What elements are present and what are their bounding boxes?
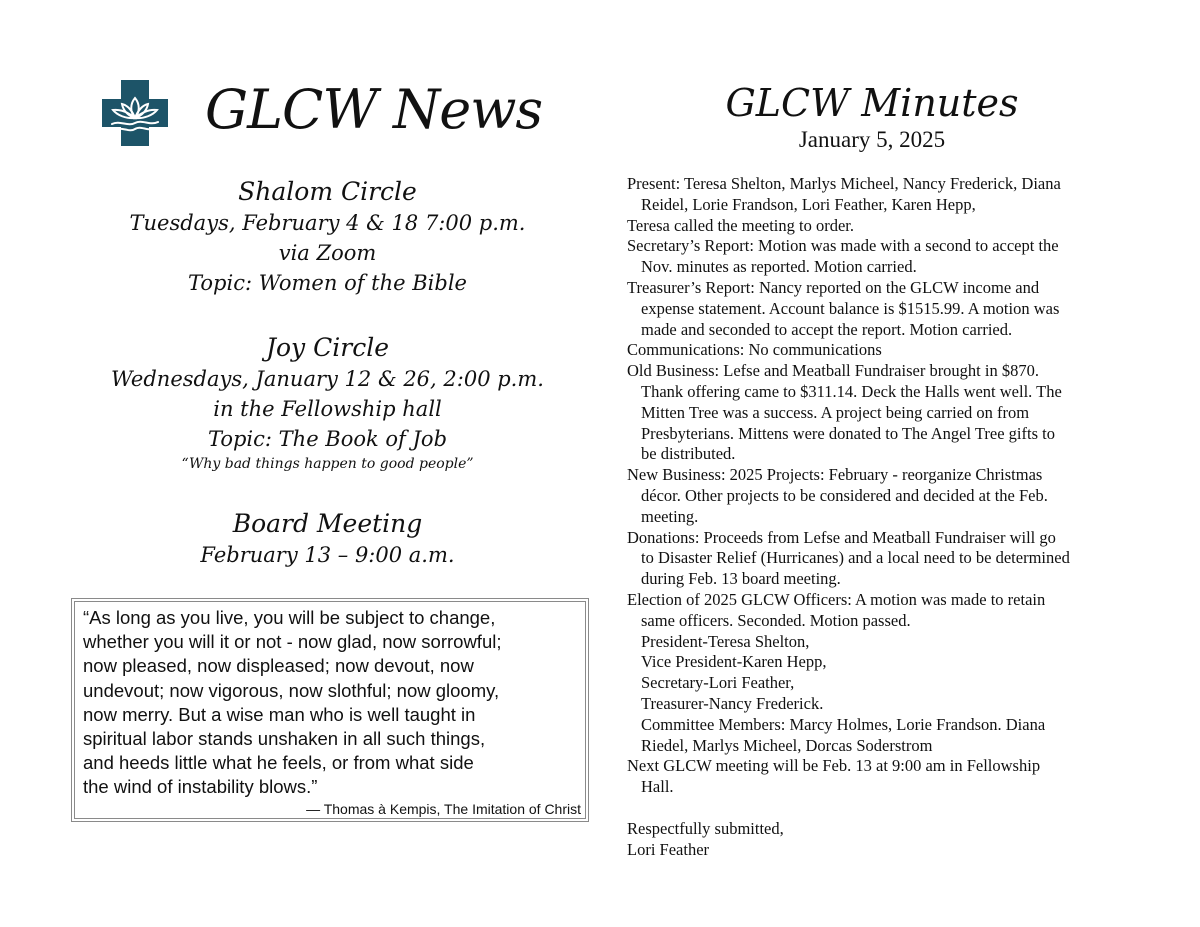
quote-attribution: — Thomas à Kempis, The Imitation of Christ xyxy=(306,800,581,817)
event-date: February 13 – 9:00 a.m. xyxy=(200,543,455,567)
minutes-signoff: Respectfully submitted, Lori Feather xyxy=(627,818,784,859)
event-location: in the Fellowship hall xyxy=(213,397,442,421)
event-topic: Topic: The Book of Job xyxy=(207,427,448,451)
minutes-entry-communications: Communications: No communications xyxy=(627,340,882,360)
event-title: Joy Circle xyxy=(265,333,389,362)
event-title: Board Meeting xyxy=(232,509,423,538)
minutes-body xyxy=(627,174,1122,860)
event-title: Shalom Circle xyxy=(238,177,417,206)
news-title: GLCW News xyxy=(205,78,543,141)
minutes-entry-secretary-report: Secretary’s Report: Motion was made with a second to accept the Nov. minutes as reported. Motion carried. xyxy=(627,236,1059,277)
cross-lotus-logo-icon xyxy=(102,80,168,146)
minutes-entry-call-to-order: Teresa called the meeting to order. xyxy=(627,215,854,235)
quote-box xyxy=(71,598,589,822)
quote-text: “As long as you live, you will be subject to change, whether you will it or not - now glad, now sorrowful; now pleased, now displeased; now devout, now undevout; now vigorous, now slothful; now gloomy, now merry. But a wise man who is well taught in spiritual labor stands unshaken in all such things, and heeds little what he feels, or from what side the wind of instability blows.” xyxy=(83,607,502,798)
minutes-entry-present: Present: Teresa Shelton, Marlys Micheel, Nancy Frederick, Diana Reidel, Lorie Frandson, Lori Feather, Karen Hepp, xyxy=(627,174,1061,214)
minutes-entry-treasurer-report: Treasurer’s Report: Nancy reported on the GLCW income and expense statement. Account balance is $1515.99. A motion was made and seconded to accept the report. Motion carried. xyxy=(627,277,1060,339)
event-joy-circle xyxy=(90,332,565,474)
event-board-meeting xyxy=(90,508,565,570)
minutes-entry-election: Election of 2025 GLCW Officers: A motion was made to retain same officers. Seconded. Motion passed. President-Teresa Shelton, Vice President-Karen Hepp, Secretary-Lori Feather, Treasurer-Nancy Frederick. Committee Members: Marcy Holmes, Lorie Frandson. Diana Riedel, Marlys Micheel, Dorcas Soderstrom xyxy=(627,589,1046,755)
minutes-entry-old-business: Old Business: Lefse and Meatball Fundraiser brought in $870. Thank offering came to $311.14. Deck the Halls went well. The Mitten Tree was a success. A project being carried on from Presbyterians. Mittens were donated to The Angel Tree gifts to be distributed. xyxy=(627,361,1062,464)
event-date: Tuesdays, February 4 & 18 7:00 p.m. xyxy=(129,211,526,235)
minutes-date: January 5, 2025 xyxy=(798,127,946,152)
event-location: via Zoom xyxy=(278,241,377,265)
minutes-entry-new-business: New Business: 2025 Projects: February - reorganize Christmas décor. Other projects to be considered and decided at the Feb. meeting. xyxy=(627,465,1048,526)
event-date: Wednesdays, January 12 & 26, 2:00 p.m. xyxy=(111,367,544,391)
event-shalom-circle xyxy=(90,176,565,298)
event-topic: Topic: Women of the Bible xyxy=(188,271,467,295)
event-note: “Why bad things happen to good people” xyxy=(181,456,474,472)
minutes-entry-next-meeting: Next GLCW meeting will be Feb. 13 at 9:00 am in Fellowship Hall. xyxy=(627,756,1041,797)
minutes-title: GLCW Minutes xyxy=(725,81,1019,125)
minutes-entry-donations: Donations: Proceeds from Lefse and Meatball Fundraiser will go to Disaster Relief (Hurricanes) and a local need to be determined during Feb. 13 board meeting. xyxy=(627,527,1070,589)
